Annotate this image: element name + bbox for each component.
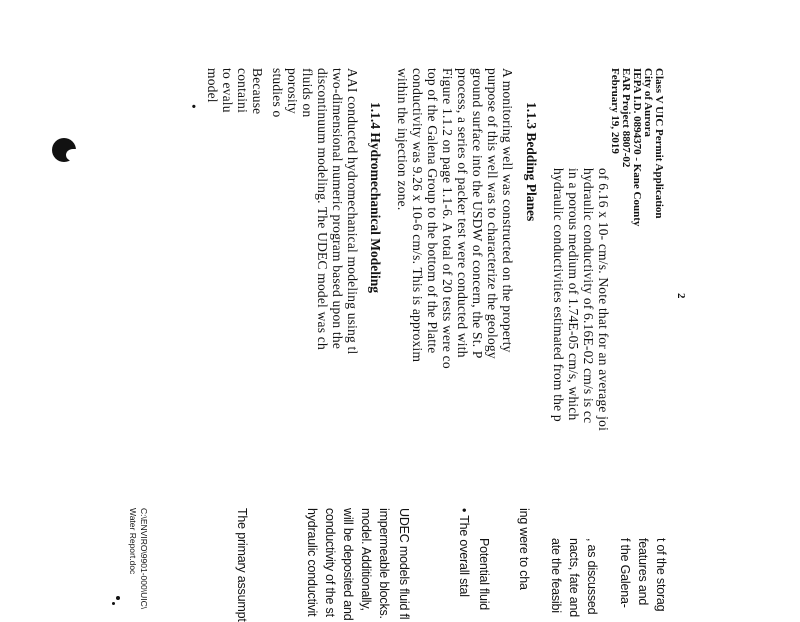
text-line: process, a series of packer test were conducted with [455,68,470,358]
text-line: discontinuum modeling. The UDEC model was ch [315,68,330,350]
text-line: hydraulic conductivit [305,508,319,617]
text-line: ate the feasibi [549,538,563,613]
text-line: model [205,68,220,103]
text-line: Figure 1.1.2 on page 1.1-6. A total of 20 tests were co [440,68,455,369]
text-line: containi [235,68,250,114]
text-line: studies o [270,68,285,118]
text-line: purpose of this well was to characterize the geology [485,68,500,359]
text-line: nacts, fate and [567,538,581,618]
text-line: AAI conducted hydromechanical modeling using tl [345,68,360,355]
footer-file: Water Report.doc [128,508,138,575]
text-line: A monitoring well was constructed on the property [500,68,515,353]
text-line: Potential fluid [477,538,491,611]
binder-hole-notch [66,149,80,161]
text-line: of 6.16 x 10- cm/s. Note that for an average joi [596,168,611,432]
header-title: Class V UIC Permit Application [653,68,665,219]
text-line: to evalu [220,68,235,113]
text-line: impermeable blocks. [377,508,391,619]
section-heading: 1.1.3 Bedding Planes [524,102,539,222]
header-project: EAR Project 8807-02 [620,68,632,168]
text-line: fluids on [300,68,315,118]
section-heading: 1.1.4 Hydromechanical Modeling [368,102,383,293]
text-line: hydraulic conductivities estimated from the p [551,168,566,422]
text-line: top of the Galena Group to the bottom of the Platte [425,68,440,354]
header-date: February 19, 2019 [609,68,621,154]
text-line: • The overall stal [457,508,471,597]
header-city: City of Aurora [642,68,654,137]
text-line: in a porous medium of 1.74E-05 cm/s, which [566,168,581,421]
bullet: • [186,104,201,109]
scan-speck [112,602,115,605]
text-line: ground surface into the USDW of concern, the St. P [470,68,485,359]
text-line: ing were to cha [517,508,531,590]
text-line: , as discussed [585,538,599,615]
text-line: model. Additionally, [359,508,373,611]
text-line: conductivity of the st [323,508,337,617]
footer-path: C:\ENVIRO\9901-000\UIC\ [139,508,149,610]
scan-speck [116,596,120,600]
text-line: hydraulic conductivity of 6.16E-02 cm/s is cc [581,168,596,424]
text-line: porosity [285,68,300,114]
text-line: features and [636,538,650,606]
text-line: Because [250,68,265,115]
text-line: f the Galena- [618,538,632,608]
text-line: UDEC models fluid fl [397,508,411,620]
text-line: The primary assumpt [235,508,249,622]
text-line: t of the storag [654,538,668,612]
text-line: will be deposited and [341,508,355,621]
page-number: 2 [675,293,687,299]
text-line: within the injection zone. [395,68,410,211]
text-line: conductivity was 9.26 x 10-6 cm/s. This is approxim [410,68,425,363]
text-line: two-dimensional numeric program based upon the [330,68,345,350]
header-ids: IEPA I.D. 0894370 - Kane County [631,68,643,227]
